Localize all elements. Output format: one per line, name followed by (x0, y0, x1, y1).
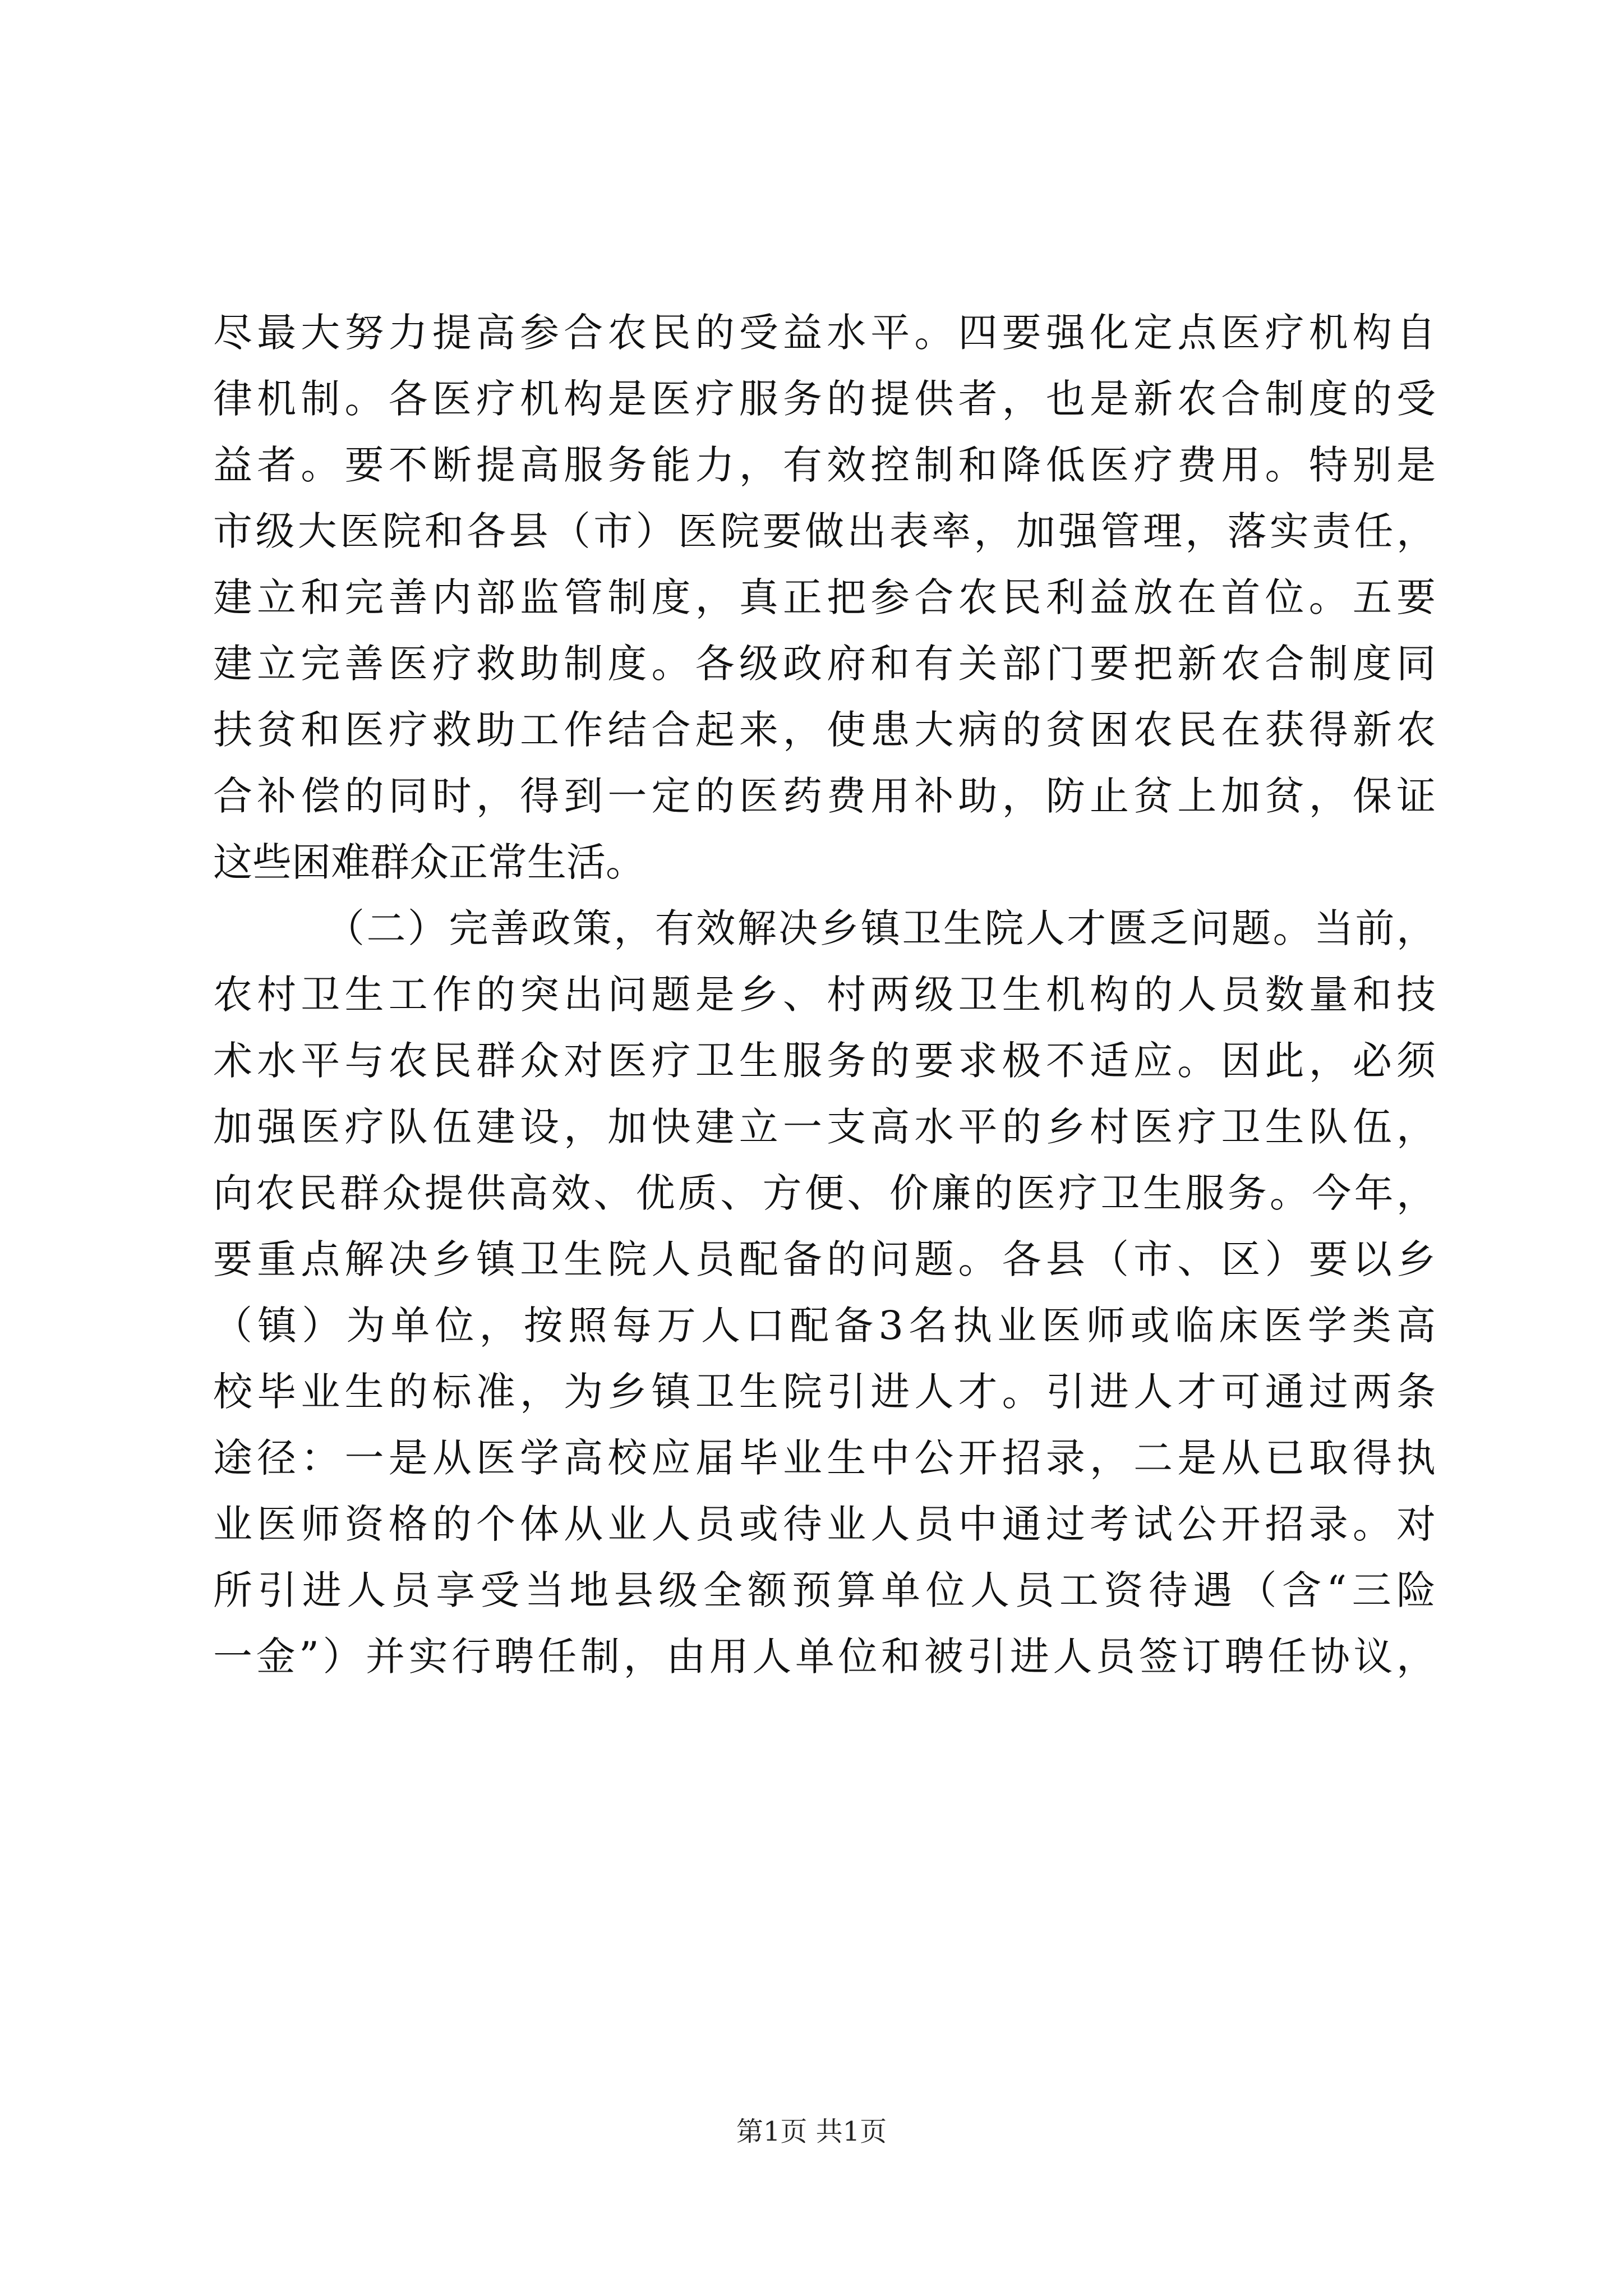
text-line: 建立和完善内部监管制度，真正把参合农民利益放在首位。五要 (213, 574, 1436, 620)
text-line: 律机制。各医疗机构是医疗服务的提供者，也是新农合制度的受 (213, 376, 1436, 422)
page-footer (0, 2115, 1623, 2148)
text-line: 术水平与农民群众对医疗卫生服务的要求极不适应。因此，必须 (213, 1038, 1436, 1084)
text-line: 益者。要不断提高服务能力，有效控制和降低医疗费用。特别是 (213, 442, 1436, 488)
text-line: 所引进人员享受当地县级全额预算单位人员工资待遇（含“三险 (213, 1567, 1436, 1613)
text-line: 扶贫和医疗救助工作结合起来，使患大病的贫困农民在获得新农 (213, 707, 1436, 753)
text-line: 这些困难群众正常生活。 (213, 839, 645, 885)
paragraph-start-line: （二）完善政策，有效解决乡镇卫生院人才匮乏问题。当前， (325, 905, 1436, 951)
text-line: 市级大医院和各县（市）医院要做出表率，加强管理，落实责任， (213, 508, 1436, 554)
page-number: 第1页 共1页 (736, 2116, 887, 2147)
text-line: 校毕业生的标准，为乡镇卫生院引进人才。引进人才可通过两条 (213, 1369, 1436, 1415)
text-line: 要重点解决乡镇卫生院人员配备的问题。各县（市、区）要以乡 (213, 1236, 1436, 1282)
text-line: （镇）为单位，按照每万人口配备3名执业医师或临床医学类高 (213, 1303, 1436, 1349)
text-line: 农村卫生工作的突出问题是乡、村两级卫生机构的人员数量和技 (213, 972, 1436, 1018)
text-line: 尽最大努力提高参合农民的受益水平。四要强化定点医疗机构自 (213, 310, 1436, 356)
text-line: 建立完善医疗救助制度。各级政府和有关部门要把新农合制度同 (213, 641, 1436, 687)
text-line: 合补偿的同时，得到一定的医药费用补助，防止贫上加贫，保证 (213, 773, 1436, 819)
text-line: 加强医疗队伍建设，加快建立一支高水平的乡村医疗卫生队伍， (213, 1104, 1436, 1150)
text-line: 途径：一是从医学高校应届毕业生中公开招录，二是从已取得执 (213, 1435, 1436, 1481)
body-text (213, 300, 1436, 1690)
text-line: 一金”）并实行聘任制，由用人单位和被引进人员签订聘任协议， (213, 1634, 1436, 1680)
text-line: 向农民群众提供高效、优质、方便、价廉的医疗卫生服务。今年， (213, 1170, 1436, 1216)
text-line: 业医师资格的个体从业人员或待业人员中通过考试公开招录。对 (213, 1501, 1436, 1547)
